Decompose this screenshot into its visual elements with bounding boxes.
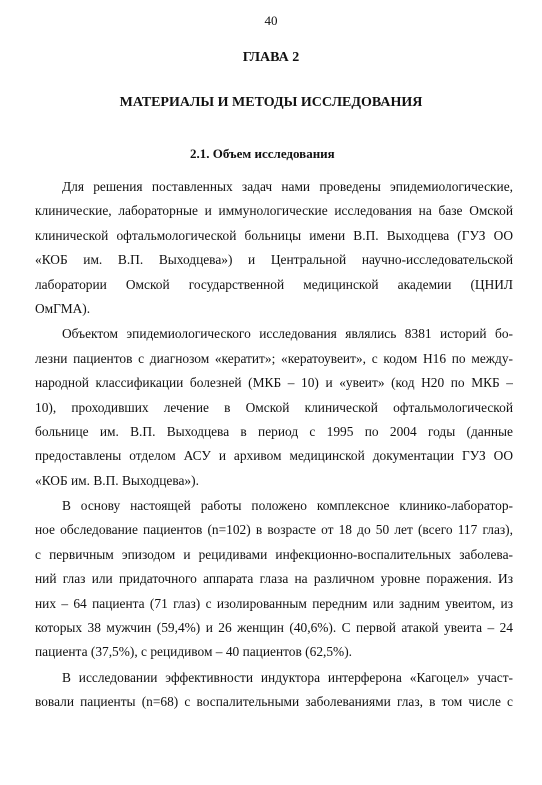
paragraph	[35, 175, 513, 321]
text-line: В исследовании эффективности индуктора интерферона «Кагоцел» участ-	[62, 669, 513, 685]
text-line: с первичным эпизодом и рецидивами инфекционно-воспалительных заболева-	[35, 546, 513, 562]
subsection-title: 2.1. Объем исследования	[190, 146, 335, 161]
text-line: больнице им. В.П. Выходцева в период с 1995 по 2004 годы (данные	[35, 423, 513, 439]
text-line: народной классификации болезней (МКБ – 10) и «увеит» (код Н20 по МКБ –	[35, 375, 513, 391]
text-line: вовали пациенты (n=68) с воспалительными заболеваниями глаз, в том числе с	[35, 694, 513, 710]
text-line: клинической офтальмологической больницы имени В.П. Выходцева (ГУЗ ОО	[35, 227, 513, 243]
text-line: В основу настоящей работы положено комплексное клинико-лаборатор-	[62, 498, 513, 514]
section-title: МАТЕРИАЛЫ И МЕТОДЫ ИССЛЕДОВАНИЯ	[119, 95, 423, 110]
text-line: пациента (37,5%), с рецидивом – 40 пациентов (62,5%).	[35, 644, 353, 660]
text-line: предоставлены отделом АСУ и архивом медицинской документации ГУЗ ОО	[35, 448, 513, 464]
text-line: Для решения поставленных задач нами проведены эпидемиологические,	[62, 179, 513, 194]
text-line: них – 64 пациента (71 глаз) с изолированным передним или задним увеитом, из	[35, 595, 513, 611]
chapter-title: ГЛАВА 2	[242, 50, 300, 65]
body-text	[35, 175, 513, 715]
paragraph	[35, 322, 513, 493]
text-line: которых 38 мужчин (59,4%) и 26 женщин (40,6%). С первой атакой увеита – 24	[35, 620, 513, 636]
text-line: «КОБ им. В.П. Выходцева») и Центральной научно-исследовательской	[35, 252, 513, 268]
text-line: Объектом эпидемиологического исследования являлись 8381 историй бо-	[62, 326, 513, 342]
text-line: ний глаз или придаточного аппарата глаза на различном уровне поражения. Из	[35, 571, 513, 587]
text-line: ное обследование пациентов (n=102) в возрасте от 18 до 50 лет (всего 117 глаз),	[35, 522, 513, 538]
text-line: клинические, лабораторные и иммунологические исследования на базе Омской	[35, 203, 513, 219]
text-line: лаборатории Омской государственной медицинской академии (ЦНИЛ	[35, 276, 513, 292]
text-line: лезни пациентов с диагнозом «кератит»; «кератоувеит», с кодом Н16 по между-	[35, 350, 513, 366]
text-line: ОмГМА).	[35, 300, 91, 316]
paragraph	[35, 666, 513, 715]
text-line: «КОБ им. В.П. Выходцева»).	[35, 472, 199, 488]
text-line: 10), проходивших лечение в Омской клинической офтальмологической	[35, 399, 513, 415]
page-number: 40	[264, 13, 278, 28]
paragraph	[35, 494, 513, 665]
